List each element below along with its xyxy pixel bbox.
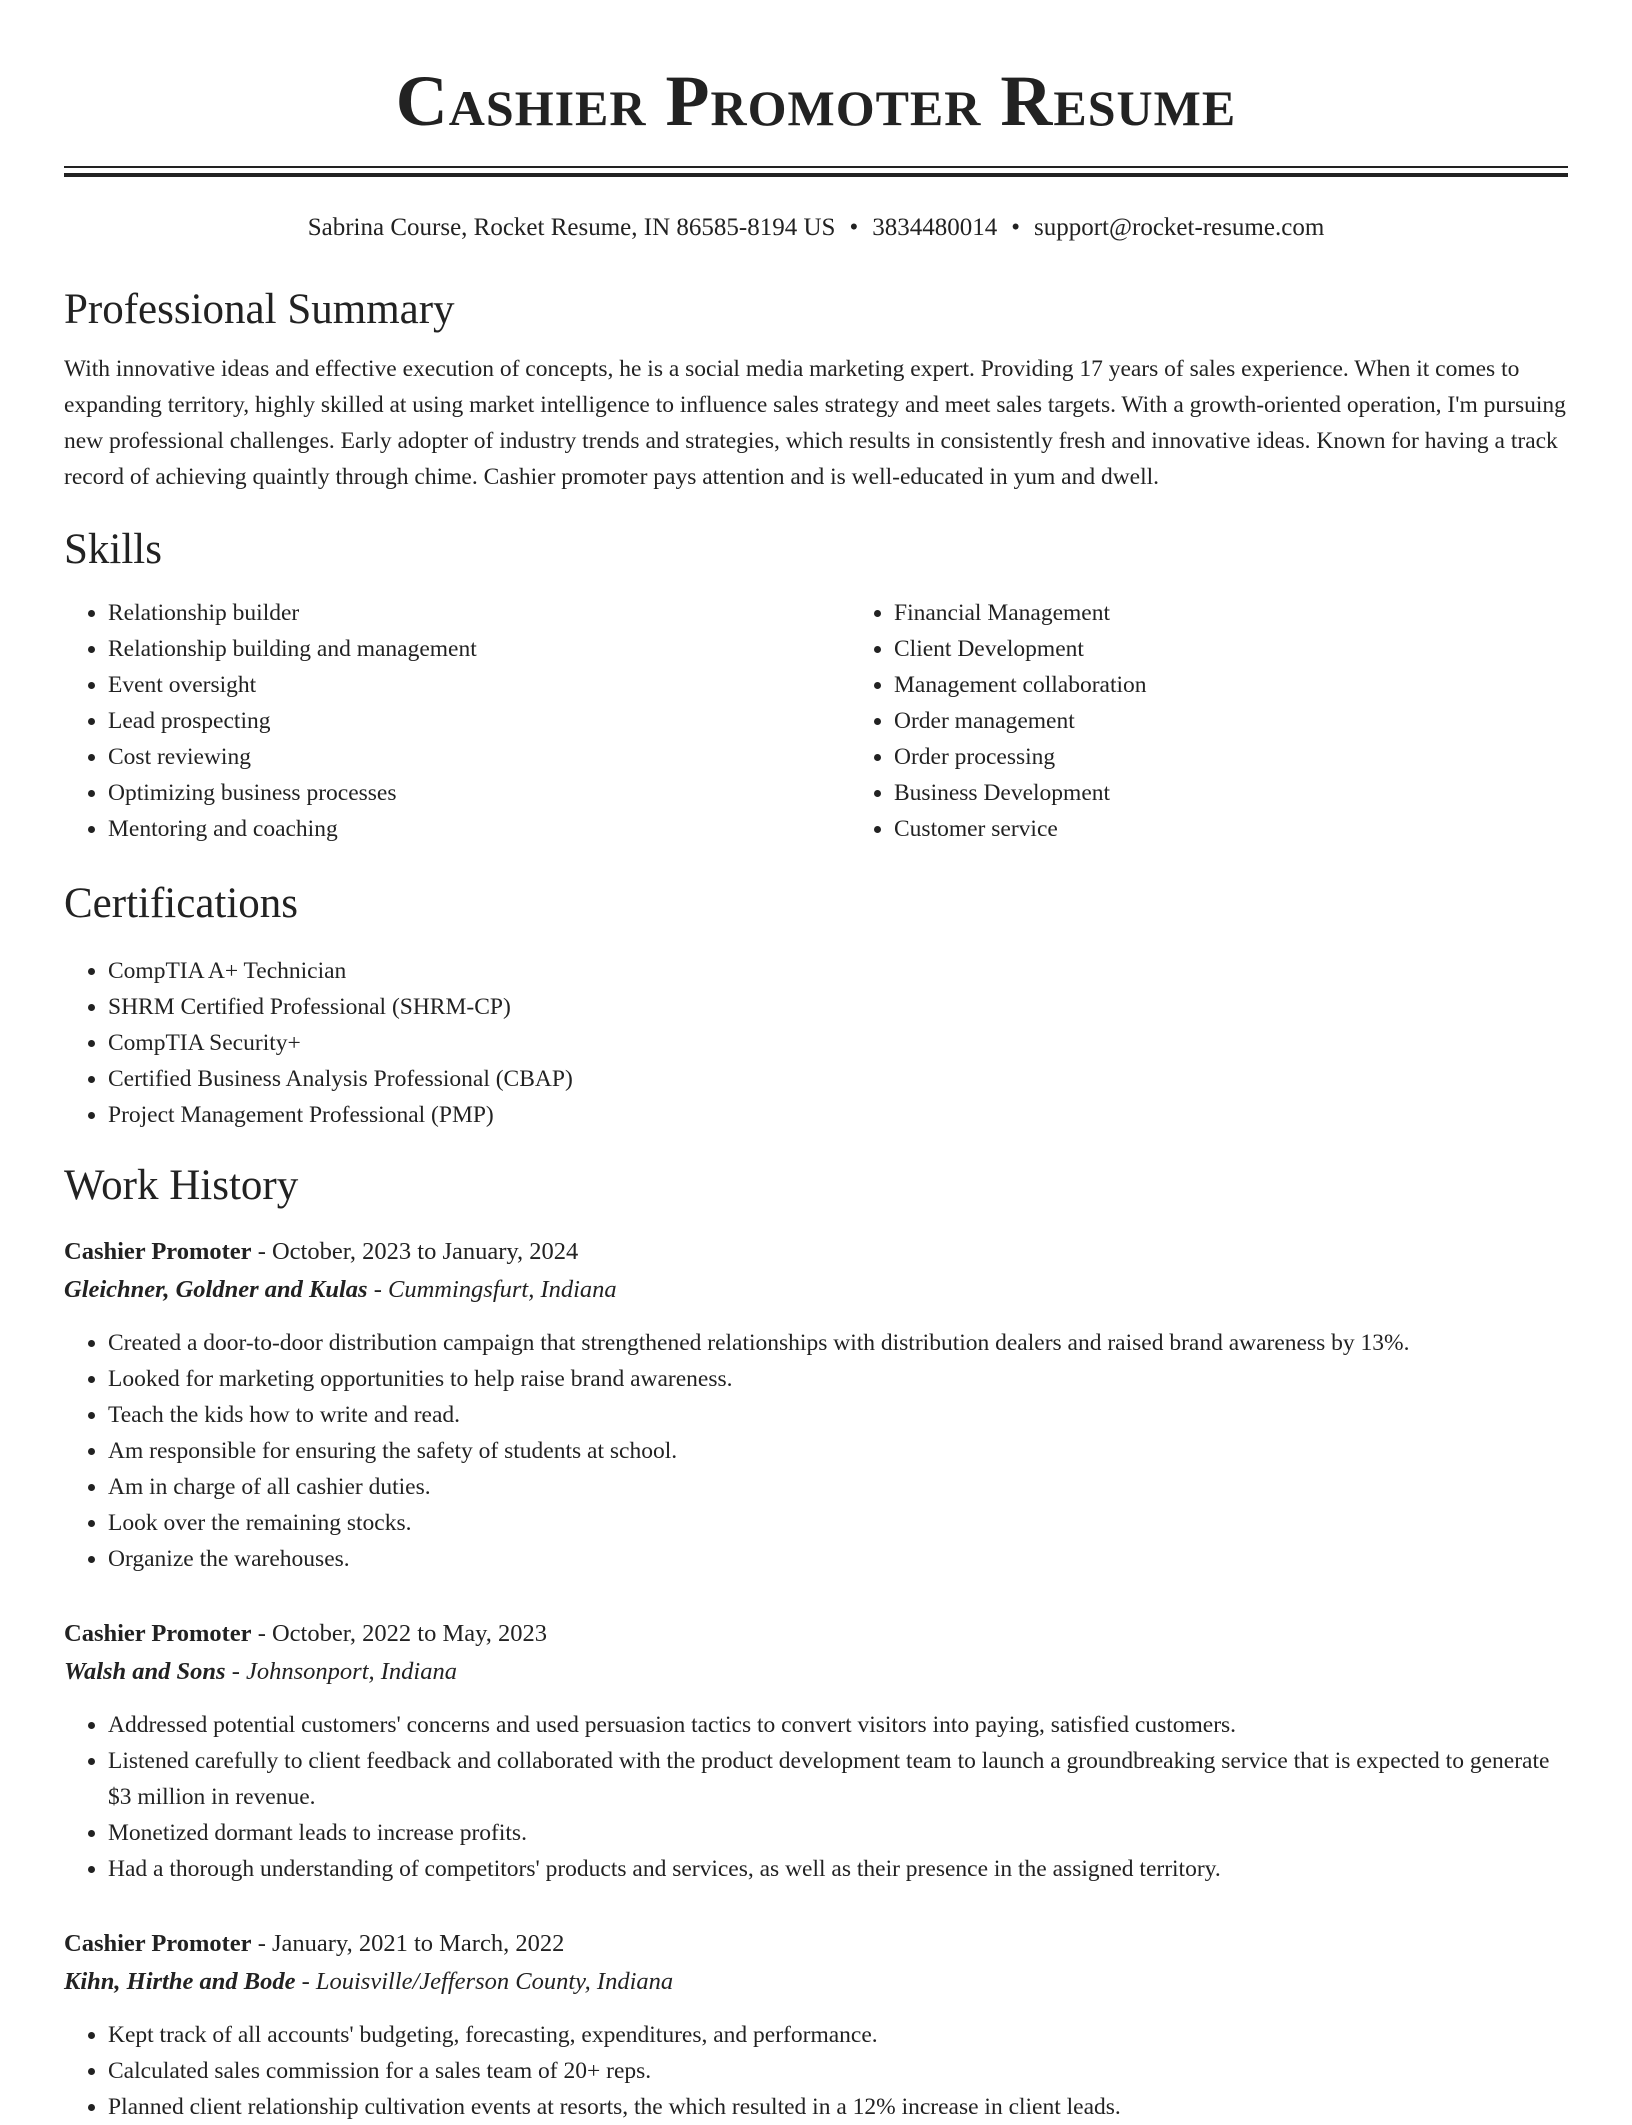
job-bullet: • Am responsible for ensuring the safety of students at school. (108, 1433, 1568, 1469)
job-bullet: • Teach the kids how to write and read. (108, 1397, 1568, 1433)
skill-item: • Customer service (894, 811, 1632, 847)
certification-item: • Project Management Professional (PMP) (108, 1097, 1568, 1133)
job-company-line (64, 1653, 1568, 1691)
job-bullet: • Planned client relationship cultivation events at resorts, the which resulted in a 12% increase in client leads. (108, 2089, 1568, 2125)
job-company: Kihn, Hirthe and Bode (64, 1968, 296, 1995)
skill-item: • Management collaboration (894, 667, 1632, 703)
skill-item: • Lead prospecting (108, 703, 850, 739)
job-title-line (64, 1233, 1568, 1271)
job-dates: - October, 2022 to May, 2023 (251, 1620, 548, 1647)
certification-item: • Certified Business Analysis Professional (CBAP) (108, 1061, 1568, 1097)
job-bullet: • Looked for marketing opportunities to help raise brand awareness. (108, 1361, 1568, 1397)
contact-line (64, 211, 1568, 245)
job-bullet: • Calculated sales commission for a sales team of 20+ reps. (108, 2053, 1568, 2089)
title-divider (64, 166, 1568, 177)
certification-item: • CompTIA Security+ (108, 1025, 1568, 1061)
certification-item: • CompTIA A+ Technician (108, 953, 1568, 989)
job-location: - Johnsonport, Indiana (225, 1658, 457, 1685)
job-title: Cashier Promoter (64, 1238, 252, 1265)
skill-item: • Optimizing business processes (108, 775, 850, 811)
job-bullet: • Monetized dormant leads to increase profits. (108, 1815, 1568, 1851)
skill-item: • Mentoring and coaching (108, 811, 850, 847)
job-bullet: • Organize the warehouses. (108, 1541, 1568, 1577)
skills-list-left (64, 595, 850, 847)
job-company-line (64, 1271, 1568, 1309)
job-entry (64, 1233, 1568, 1577)
job-dates: - January, 2021 to March, 2022 (251, 1930, 565, 1957)
skills-heading: Skills (64, 526, 162, 573)
skill-item: • Financial Management (894, 595, 1632, 631)
job-bullets (64, 2017, 1568, 2125)
skills-list-right (850, 595, 1632, 847)
contact-phone: 3834480014 (872, 214, 998, 241)
job-company: Walsh and Sons (64, 1658, 226, 1685)
skill-item: • Relationship builder (108, 595, 850, 631)
job-bullet: • Created a door-to-door distribution campaign that strengthened relationships with distribution dealers and raised brand awareness by 13%. (108, 1325, 1568, 1361)
skill-item: • Business Development (894, 775, 1632, 811)
job-title: Cashier Promoter (64, 1930, 252, 1957)
job-title-line (64, 1925, 1568, 1963)
skill-item: • Client Development (894, 631, 1632, 667)
job-bullet: • Kept track of all accounts' budgeting, forecasting, expenditures, and performance. (108, 2017, 1568, 2053)
summary-text: With innovative ideas and effective execution of concepts, he is a social media marketing expert. Providing 17 years of sales experience. When it comes to expanding territory, highly skilled at using market intelligence to influence sales strategy and meet sales targets. With a growth-oriented operation, I'm pursuing new professional challenges. Early adopter of industry trends and strategies, which results in consistently fresh and innovative ideas. Known for having a track record of achieving quaintly through chime. Cashier promoter pays attention and is well-educated in yum and dwell. (64, 356, 1566, 490)
job-company: Gleichner, Goldner and Kulas (64, 1276, 368, 1303)
job-bullet: • Am in charge of all cashier duties. (108, 1469, 1568, 1505)
job-company-line (64, 1963, 1568, 2001)
skill-item: • Relationship building and management (108, 631, 850, 667)
work-history-heading: Work History (64, 1162, 299, 1209)
job-title-line (64, 1615, 1568, 1653)
job-bullet: • Had a thorough understanding of competitors' products and services, as well as their presence in the assigned territory. (108, 1851, 1568, 1887)
job-entry (64, 1925, 1568, 2125)
job-title: Cashier Promoter (64, 1620, 252, 1647)
skill-item: • Event oversight (108, 667, 850, 703)
job-bullet: • Addressed potential customers' concerns and used persuasion tactics to convert visitors into paying, satisfied customers. (108, 1707, 1568, 1743)
resume-title: Cashier Promoter Resume (395, 61, 1237, 141)
certifications-list (64, 953, 1568, 1133)
job-entry (64, 1615, 1568, 1887)
summary-heading: Professional Summary (64, 286, 455, 333)
skill-item: • Order processing (894, 739, 1632, 775)
contact-separator: • (849, 214, 859, 241)
job-location: - Louisville/Jefferson County, Indiana (295, 1968, 674, 1995)
contact-address: Sabrina Course, Rocket Resume, IN 86585-8194 US (307, 214, 836, 241)
job-location: - Cummingsfurt, Indiana (367, 1276, 617, 1303)
skills-columns (64, 595, 1568, 847)
job-bullets (64, 1707, 1568, 1887)
job-bullet: • Listened carefully to client feedback and collaborated with the product development team to launch a groundbreaking service that is expected to generate $3 million in revenue. (108, 1743, 1568, 1815)
job-bullet: • Look over the remaining stocks. (108, 1505, 1568, 1541)
certifications-heading: Certifications (64, 880, 299, 927)
contact-email: support@rocket-resume.com (1033, 214, 1325, 241)
job-dates: - October, 2023 to January, 2024 (251, 1238, 579, 1265)
job-bullets (64, 1325, 1568, 1577)
contact-separator: • (1011, 214, 1020, 241)
skill-item: • Order management (894, 703, 1632, 739)
skill-item: • Cost reviewing (108, 739, 850, 775)
certification-item: • SHRM Certified Professional (SHRM-CP) (108, 989, 1568, 1025)
